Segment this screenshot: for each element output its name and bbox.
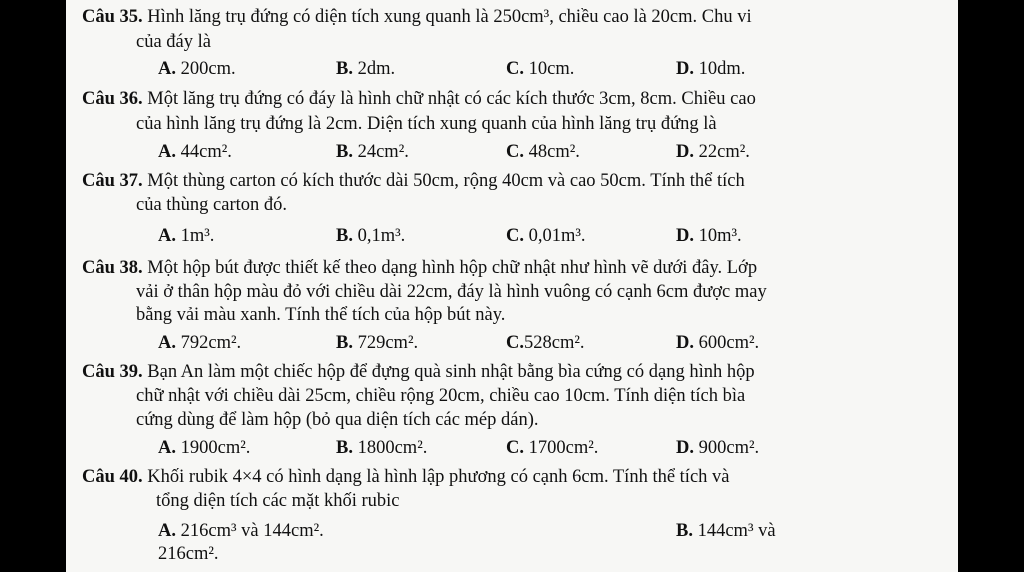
question-37-line-2: của thùng carton đó. <box>136 195 288 215</box>
question-label: Câu 40. <box>82 467 143 487</box>
question-38-line-3: bằng vải màu xanh. Tính thể tích của hộp bút này. <box>136 305 506 325</box>
question-36-line-2: của hình lăng trụ đứng là 2cm. Diện tích xung quanh của hình lăng trụ đứng là <box>136 114 717 134</box>
question-35-option-d: D. 10dm. <box>676 59 746 79</box>
question-39-line-1 <box>82 361 755 383</box>
question-40-option-a: A. 216cm³ và 144cm². <box>158 521 324 541</box>
question-40-line-1 <box>82 466 730 488</box>
question-37-option-d: D. 10m³. <box>676 226 742 246</box>
question-39-option-a: A. 1900cm². <box>158 438 251 458</box>
question-label: Câu 36. <box>82 89 143 109</box>
question-39-option-b: B. 1800cm². <box>336 438 428 458</box>
question-text: Một hộp bút được thiết kế theo dạng hình hộp chữ nhật như hình vẽ dưới đây. Lớp <box>147 258 758 278</box>
question-label: Câu 39. <box>82 362 143 382</box>
question-text: Khối rubik 4×4 có hình dạng là hình lập phương có cạnh 6cm. Tính thể tích và <box>147 467 730 487</box>
question-39-line-2: chữ nhật với chiều dài 25cm, chiều rộng 20cm, chiều cao 10cm. Tính diện tích bìa <box>136 386 746 406</box>
question-35-option-a: A. 200cm. <box>158 59 236 79</box>
question-label: Câu 38. <box>82 258 143 278</box>
question-35-line-1 <box>82 6 752 28</box>
question-38-line-2: vải ở thân hộp màu đỏ với chiều dài 22cm, đáy là hình vuông có cạnh 6cm được may <box>136 282 767 302</box>
question-40-option-b-continuation: 216cm². <box>158 544 219 564</box>
question-40-line-2: tổng diện tích các mặt khối rubic <box>156 491 400 511</box>
question-text: Một lăng trụ đứng có đáy là hình chữ nhật có các kích thước 3cm, 8cm. Chiều cao <box>147 89 756 109</box>
question-38-option-b: B. 729cm². <box>336 333 419 353</box>
question-36-line-1 <box>82 88 756 110</box>
question-38-option-a: A. 792cm². <box>158 333 242 353</box>
question-37-option-a: A. 1m³. <box>158 226 215 246</box>
question-36-option-c: C. 48cm². <box>506 142 580 162</box>
question-38-option-d: D. 600cm². <box>676 333 760 353</box>
question-35-line-2: của đáy là <box>136 32 211 52</box>
question-text: Hình lăng trụ đứng có diện tích xung quanh là 250cm³, chiều cao là 20cm. Chu vi <box>147 7 752 27</box>
question-39-option-c: C. 1700cm². <box>506 438 599 458</box>
question-40-option-b: B. 144cm³ và <box>676 521 776 541</box>
document-page <box>66 0 958 572</box>
question-37-option-b: B. 0,1m³. <box>336 226 406 246</box>
question-38-line-1 <box>82 257 757 279</box>
question-36-option-a: A. 44cm². <box>158 142 232 162</box>
question-35-option-b: B. 2dm. <box>336 59 396 79</box>
question-text: Một thùng carton có kích thước dài 50cm, rộng 40cm và cao 50cm. Tính thể tích <box>147 171 745 191</box>
question-37-option-c: C. 0,01m³. <box>506 226 586 246</box>
question-39-line-3: cứng dùng để làm hộp (bỏ qua diện tích các mép dán). <box>136 410 539 430</box>
question-35-option-c: C. 10cm. <box>506 59 575 79</box>
question-text: Bạn An làm một chiếc hộp để đựng quà sinh nhật bằng bìa cứng có dạng hình hộp <box>147 362 755 382</box>
question-label: Câu 35. <box>82 7 143 27</box>
question-38-option-c: C.528cm². <box>506 333 585 353</box>
question-label: Câu 37. <box>82 171 143 191</box>
question-36-option-d: D. 22cm². <box>676 142 750 162</box>
question-39-option-d: D. 900cm². <box>676 438 760 458</box>
question-36-option-b: B. 24cm². <box>336 142 409 162</box>
question-37-line-1 <box>82 170 745 192</box>
